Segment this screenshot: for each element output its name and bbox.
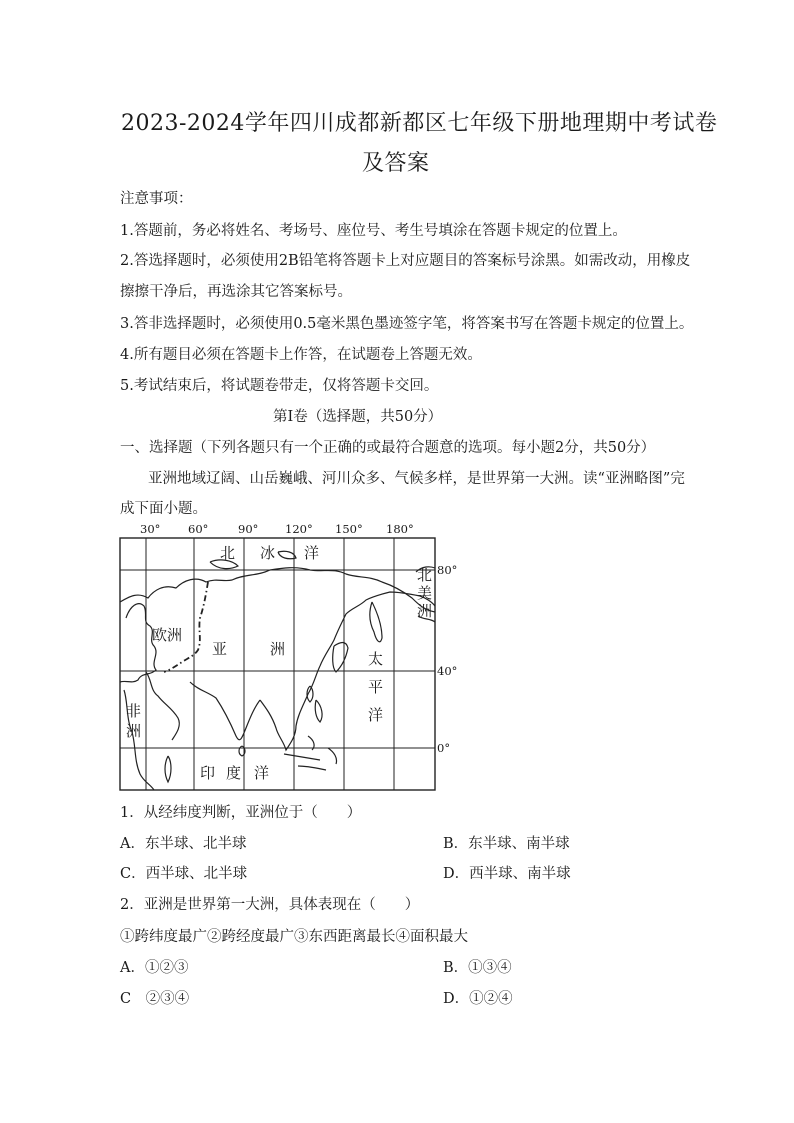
section-instruction: 一、选择题（下列各题只有一个正确的或最符合题意的选项。每小题2分，共50分） — [120, 440, 656, 456]
page-title: 2023-2024学年四川成都新都区七年级下册地理期中考试卷 — [121, 111, 718, 136]
option-a[interactable]: A．①②③ — [120, 960, 189, 976]
label-indian-ocean: 印 — [200, 764, 216, 782]
notice-heading: 注意事项： — [120, 191, 193, 207]
notice-item: 2.答选择题时，必须使用2B铅笔将答题卡上对应题目的答案标号涂黑。如需改动，用橡皮 — [120, 253, 691, 269]
label-pacific: 洋 — [368, 706, 384, 724]
notice-item: 擦擦干净后，再选涂其它答案标号。 — [120, 284, 352, 300]
notice-item: 3.答非选择题时，必须使用0.5毫米黑色墨迹签字笔，将答案书写在答题卡规定的位置上。 — [120, 316, 694, 332]
option-d[interactable]: D．西半球、南半球 — [443, 866, 571, 882]
tick-label-lon: 150° — [335, 522, 363, 536]
label-pacific: 平 — [368, 678, 384, 696]
page-title-line2: 及答案 — [362, 151, 430, 176]
notice-item: 1.答题前，务必将姓名、考场号、座位号、考生号填涂在答题卡规定的位置上。 — [120, 223, 627, 239]
option-a[interactable]: A．东半球、北半球 — [120, 836, 247, 852]
notice-item: 4.所有题目必须在答题卡上作答，在试题卷上答题无效。 — [120, 347, 482, 363]
option-b[interactable]: B．东半球、南半球 — [443, 836, 570, 852]
label-arctic-ocean: 洋 — [304, 544, 320, 562]
tick-label-lon: 30° — [140, 522, 161, 536]
tick-label-lon: 180° — [386, 522, 414, 536]
tick-label-lat: 80° — [437, 563, 458, 577]
tick-label-lat: 0° — [437, 741, 451, 755]
label-north-america: 北 — [417, 566, 433, 584]
option-c[interactable]: C．西半球、北半球 — [120, 866, 248, 882]
label-indian-ocean: 度 — [226, 764, 242, 782]
label-north-america: 洲 — [417, 602, 433, 620]
asia-map — [120, 522, 480, 792]
question-sub-statements: ①跨纬度最广②跨经度最广③东西距离最长④面积最大 — [120, 929, 468, 945]
label-arctic-ocean: 北 — [220, 544, 236, 562]
label-africa: 非 — [126, 702, 142, 720]
label-north-america: 美 — [417, 584, 433, 602]
tick-label-lon: 90° — [238, 522, 259, 536]
asia-map-svg — [120, 522, 480, 802]
label-pacific: 太 — [368, 650, 384, 668]
label-europe: 欧洲 — [152, 626, 183, 644]
tick-label-lat: 40° — [437, 664, 458, 678]
map-frame — [120, 538, 435, 790]
option-b[interactable]: B．①③④ — [443, 960, 512, 976]
label-asia: 洲 — [270, 640, 286, 658]
label-asia: 亚 — [212, 640, 228, 658]
section-heading: 第Ⅰ卷（选择题，共50分） — [273, 409, 443, 425]
option-d[interactable]: D．①②④ — [443, 991, 513, 1007]
option-c[interactable]: C ②③④ — [120, 991, 190, 1007]
question-stem: 1．从经纬度判断，亚洲位于（ ） — [120, 805, 362, 821]
tick-label-lon: 60° — [188, 522, 209, 536]
tick-label-lon: 120° — [285, 522, 313, 536]
notice-item: 5.考试结束后，将试题卷带走，仅将答题卡交回。 — [120, 378, 439, 394]
question-intro: 亚洲地域辽阔、山岳巍峨、河川众多、气候多样，是世界第一大洲。读“亚洲略图”完 — [148, 471, 685, 487]
question-intro-cont: 成下面小题。 — [120, 501, 207, 517]
question-stem: 2．亚洲是世界第一大洲，具体表现在（ ） — [120, 897, 420, 913]
parallel-grid — [120, 570, 435, 748]
label-africa: 洲 — [126, 722, 142, 740]
label-indian-ocean: 洋 — [254, 764, 270, 782]
label-arctic-ocean: 冰 — [260, 544, 276, 562]
